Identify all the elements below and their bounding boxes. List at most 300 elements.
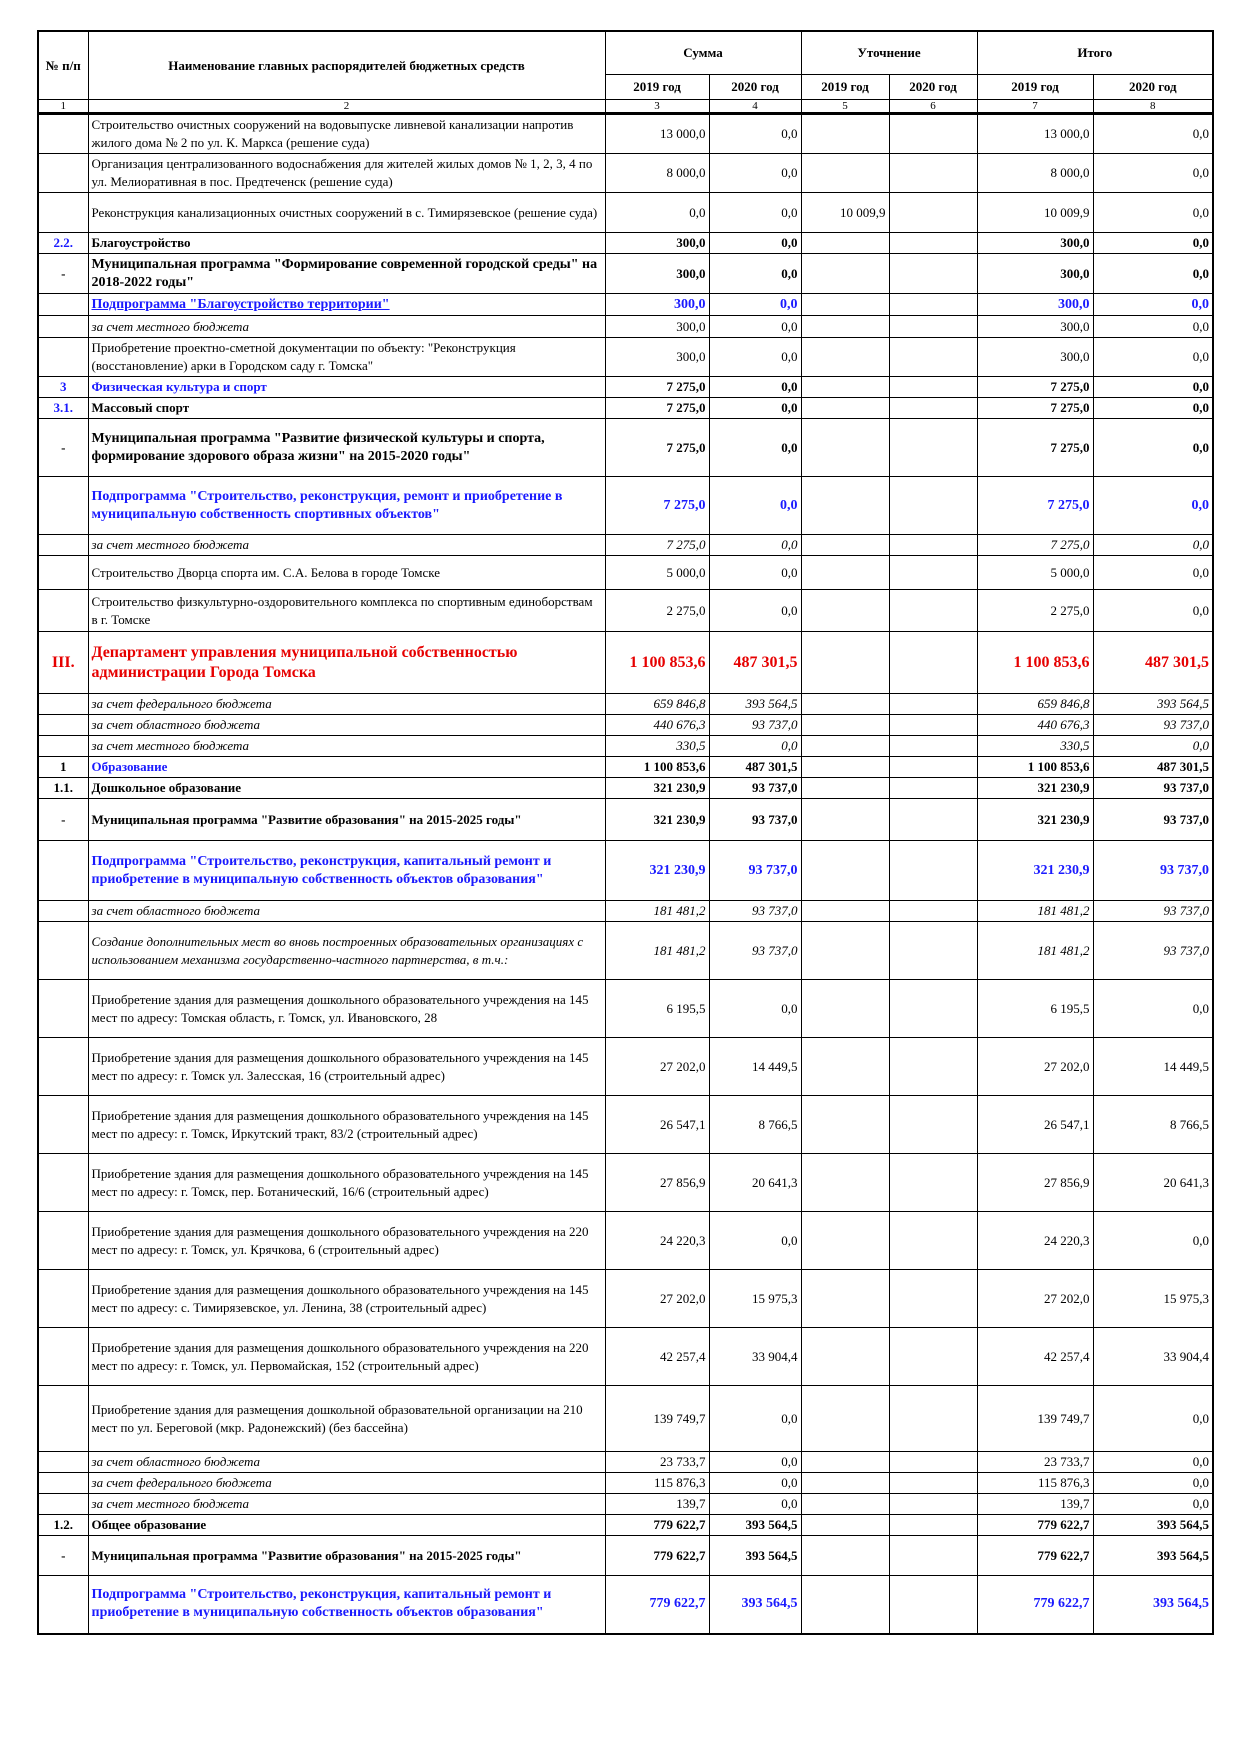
row-value: 300,0 — [977, 294, 1093, 316]
table-row — [38, 377, 1213, 398]
row-name: Приобретение здания для размещения дошкольного образовательного учреждения на 145 мест по адресу: г. Томск, пер. Ботанический, 16/6 (строительный адрес) — [88, 1154, 605, 1212]
row-value — [889, 338, 977, 377]
row-value — [889, 316, 977, 338]
row-value: 779 622,7 — [605, 1515, 709, 1536]
table-row — [38, 841, 1213, 901]
row-value: 10 009,9 — [801, 193, 889, 233]
row-value: 659 846,8 — [977, 694, 1093, 715]
header-year: 2019 год — [605, 75, 709, 100]
row-number — [38, 1494, 88, 1515]
table-row — [38, 1452, 1213, 1473]
table-row — [38, 535, 1213, 556]
row-value — [801, 1536, 889, 1576]
row-value: 7 275,0 — [977, 419, 1093, 477]
row-value: 0,0 — [1093, 1452, 1213, 1473]
row-value — [801, 1576, 889, 1634]
row-number — [38, 1154, 88, 1212]
row-value — [801, 922, 889, 980]
column-number-row — [38, 100, 1213, 114]
row-value: 300,0 — [605, 233, 709, 254]
row-number — [38, 715, 88, 736]
row-value: 393 564,5 — [709, 694, 801, 715]
row-value: 0,0 — [1093, 398, 1213, 419]
row-number: - — [38, 419, 88, 477]
row-number — [38, 193, 88, 233]
row-name: за счет областного бюджета — [88, 901, 605, 922]
table-row — [38, 254, 1213, 294]
row-value: 393 564,5 — [1093, 694, 1213, 715]
row-number — [38, 477, 88, 535]
row-number: 2.2. — [38, 233, 88, 254]
row-value: 0,0 — [709, 1212, 801, 1270]
table-row — [38, 1154, 1213, 1212]
row-value — [801, 778, 889, 799]
row-number — [38, 694, 88, 715]
row-value: 181 481,2 — [605, 901, 709, 922]
row-value: 27 202,0 — [605, 1038, 709, 1096]
row-value: 0,0 — [1093, 419, 1213, 477]
table-row — [38, 1576, 1213, 1634]
column-number: 6 — [889, 100, 977, 114]
row-value — [889, 736, 977, 757]
table-row — [38, 1096, 1213, 1154]
row-value — [801, 1096, 889, 1154]
row-value: 300,0 — [977, 233, 1093, 254]
row-value: 0,0 — [1093, 316, 1213, 338]
table-row — [38, 1038, 1213, 1096]
table-row — [38, 294, 1213, 316]
row-value: 321 230,9 — [977, 778, 1093, 799]
row-value: 779 622,7 — [605, 1536, 709, 1576]
row-value — [889, 1212, 977, 1270]
row-value — [801, 398, 889, 419]
table-row — [38, 477, 1213, 535]
row-number: - — [38, 1536, 88, 1576]
row-value: 6 195,5 — [977, 980, 1093, 1038]
row-value: 0,0 — [709, 377, 801, 398]
row-name: Муниципальная программа "Формирование современной городской среды" на 2018-2022 годы" — [88, 254, 605, 294]
column-number: 2 — [88, 100, 605, 114]
row-value: 93 737,0 — [1093, 778, 1213, 799]
row-name: Дошкольное образование — [88, 778, 605, 799]
table-row — [38, 901, 1213, 922]
row-number — [38, 1270, 88, 1328]
row-name: Строительство физкультурно-оздоровительного комплекса по спортивным единоборствам в г. Томске — [88, 590, 605, 632]
row-value — [801, 377, 889, 398]
row-value: 321 230,9 — [605, 799, 709, 841]
row-number: 1.2. — [38, 1515, 88, 1536]
row-name: Муниципальная программа "Развитие физической культуры и спорта, формирование здорового образа жизни" на 2015-2020 годы" — [88, 419, 605, 477]
row-value: 300,0 — [605, 316, 709, 338]
row-value: 0,0 — [1093, 294, 1213, 316]
row-value: 0,0 — [709, 1452, 801, 1473]
table-row — [38, 1494, 1213, 1515]
row-value — [801, 316, 889, 338]
row-value — [801, 901, 889, 922]
row-value: 330,5 — [605, 736, 709, 757]
row-value: 93 737,0 — [1093, 715, 1213, 736]
row-value: 23 733,7 — [605, 1452, 709, 1473]
table-row — [38, 316, 1213, 338]
row-name: Благоустройство — [88, 233, 605, 254]
row-value: 93 737,0 — [1093, 841, 1213, 901]
row-value — [801, 590, 889, 632]
row-value: 440 676,3 — [605, 715, 709, 736]
row-value: 93 737,0 — [1093, 922, 1213, 980]
row-value: 487 301,5 — [1093, 757, 1213, 778]
row-value — [801, 1515, 889, 1536]
row-value: 0,0 — [709, 254, 801, 294]
row-number — [38, 736, 88, 757]
row-value: 321 230,9 — [977, 841, 1093, 901]
table-row — [38, 922, 1213, 980]
row-name: Подпрограмма "Строительство, реконструкция, капитальный ремонт и приобретение в муниципальную собственность объектов образования" — [88, 841, 605, 901]
row-value — [801, 980, 889, 1038]
column-number: 8 — [1093, 100, 1213, 114]
header-year: 2020 год — [889, 75, 977, 100]
row-value — [801, 841, 889, 901]
row-name: за счет местного бюджета — [88, 316, 605, 338]
row-value: 0,0 — [709, 1494, 801, 1515]
row-name: Подпрограмма "Строительство, реконструкция, капитальный ремонт и приобретение в муниципальную собственность объектов образования" — [88, 1576, 605, 1634]
row-name: Муниципальная программа "Развитие образования" на 2015-2025 годы" — [88, 1536, 605, 1576]
row-value — [801, 1473, 889, 1494]
row-value: 139,7 — [977, 1494, 1093, 1515]
row-value: 20 641,3 — [709, 1154, 801, 1212]
row-number — [38, 154, 88, 193]
row-name: Подпрограмма "Строительство, реконструкция, ремонт и приобретение в муниципальную собственность спортивных объектов" — [88, 477, 605, 535]
row-value: 93 737,0 — [1093, 799, 1213, 841]
row-value: 139,7 — [605, 1494, 709, 1515]
row-value: 0,0 — [1093, 556, 1213, 590]
row-number — [38, 1452, 88, 1473]
row-value: 93 737,0 — [709, 799, 801, 841]
row-value: 27 856,9 — [977, 1154, 1093, 1212]
row-number — [38, 338, 88, 377]
row-value — [889, 1096, 977, 1154]
table-row — [38, 419, 1213, 477]
row-value: 7 275,0 — [977, 398, 1093, 419]
row-number — [38, 1212, 88, 1270]
row-value — [801, 1452, 889, 1473]
row-value: 393 564,5 — [709, 1576, 801, 1634]
row-value: 0,0 — [1093, 535, 1213, 556]
row-value — [889, 778, 977, 799]
row-value — [889, 154, 977, 193]
row-value — [889, 1473, 977, 1494]
row-value: 300,0 — [977, 254, 1093, 294]
row-value: 33 904,4 — [1093, 1328, 1213, 1386]
row-value: 5 000,0 — [977, 556, 1093, 590]
row-value: 0,0 — [709, 233, 801, 254]
table-row — [38, 233, 1213, 254]
row-value: 300,0 — [977, 316, 1093, 338]
table-row — [38, 590, 1213, 632]
table-row — [38, 1270, 1213, 1328]
row-value: 393 564,5 — [1093, 1576, 1213, 1634]
row-number — [38, 316, 88, 338]
row-value: 2 275,0 — [605, 590, 709, 632]
row-value — [801, 535, 889, 556]
header-sum: Сумма — [605, 31, 801, 75]
row-value: 330,5 — [977, 736, 1093, 757]
header-num: № п/п — [38, 31, 88, 100]
row-value: 20 641,3 — [1093, 1154, 1213, 1212]
row-value: 393 564,5 — [709, 1536, 801, 1576]
row-value — [801, 632, 889, 694]
row-value: 0,0 — [709, 590, 801, 632]
row-number: 1.1. — [38, 778, 88, 799]
row-value: 0,0 — [709, 535, 801, 556]
row-value — [801, 1154, 889, 1212]
row-value — [889, 254, 977, 294]
row-value: 23 733,7 — [977, 1452, 1093, 1473]
row-value — [889, 1494, 977, 1515]
row-name: за счет областного бюджета — [88, 1452, 605, 1473]
row-value — [801, 1212, 889, 1270]
row-value: 779 622,7 — [977, 1515, 1093, 1536]
row-value — [801, 419, 889, 477]
row-value — [801, 799, 889, 841]
row-value: 14 449,5 — [709, 1038, 801, 1096]
budget-table — [37, 30, 1214, 1635]
row-name: Реконструкция канализационных очистных сооружений в с. Тимирязевское (решение суда) — [88, 193, 605, 233]
row-value: 0,0 — [1093, 590, 1213, 632]
row-number — [38, 841, 88, 901]
header-total: Итого — [977, 31, 1213, 75]
row-name: Приобретение здания для размещения дошкольного образовательного учреждения на 220 мест по адресу: г. Томск, ул. Первомайская, 152 (строительный адрес) — [88, 1328, 605, 1386]
row-value — [889, 1038, 977, 1096]
row-value: 7 275,0 — [605, 477, 709, 535]
row-name: Приобретение здания для размещения дошкольного образовательного учреждения на 145 мест по адресу: Томская область, г. Томск, ул. Ивановского, 28 — [88, 980, 605, 1038]
row-value — [801, 477, 889, 535]
row-value: 42 257,4 — [977, 1328, 1093, 1386]
table-row — [38, 114, 1213, 154]
row-value — [889, 1452, 977, 1473]
row-name: за счет федерального бюджета — [88, 694, 605, 715]
table-row — [38, 338, 1213, 377]
row-value: 300,0 — [605, 338, 709, 377]
row-value: 33 904,4 — [709, 1328, 801, 1386]
row-value — [801, 1328, 889, 1386]
row-value: 13 000,0 — [977, 114, 1093, 154]
row-value — [889, 1270, 977, 1328]
row-number — [38, 901, 88, 922]
row-value: 0,0 — [709, 477, 801, 535]
row-value — [889, 477, 977, 535]
row-value — [801, 154, 889, 193]
row-value: 0,0 — [1093, 1473, 1213, 1494]
row-value: 27 202,0 — [605, 1270, 709, 1328]
row-number — [38, 1576, 88, 1634]
row-value: 7 275,0 — [605, 398, 709, 419]
row-number: - — [38, 799, 88, 841]
row-value — [801, 1494, 889, 1515]
row-value: 300,0 — [605, 294, 709, 316]
row-value — [801, 556, 889, 590]
row-name: за счет местного бюджета — [88, 736, 605, 757]
column-number: 1 — [38, 100, 88, 114]
row-value — [889, 419, 977, 477]
row-name: Массовый спорт — [88, 398, 605, 419]
row-value — [889, 1154, 977, 1212]
row-number — [38, 1328, 88, 1386]
row-name: Приобретение здания для размещения дошкольной образовательной организации на 210 мест по ул. Береговой (мкр. Радонежский) (без бассейна) — [88, 1386, 605, 1452]
row-value: 7 275,0 — [605, 535, 709, 556]
header-year: 2019 год — [801, 75, 889, 100]
row-value: 321 230,9 — [605, 778, 709, 799]
row-value: 393 564,5 — [709, 1515, 801, 1536]
row-value — [889, 980, 977, 1038]
table-row — [38, 1515, 1213, 1536]
row-value — [801, 736, 889, 757]
row-value: 0,0 — [709, 398, 801, 419]
row-value: 24 220,3 — [977, 1212, 1093, 1270]
row-value: 1 100 853,6 — [977, 757, 1093, 778]
row-value: 26 547,1 — [977, 1096, 1093, 1154]
row-value: 487 301,5 — [1093, 632, 1213, 694]
row-value: 0,0 — [709, 1386, 801, 1452]
row-value: 0,0 — [1093, 154, 1213, 193]
row-name: за счет федерального бюджета — [88, 1473, 605, 1494]
row-number — [38, 590, 88, 632]
table-row — [38, 556, 1213, 590]
row-value: 0,0 — [1093, 377, 1213, 398]
row-value — [889, 294, 977, 316]
header-name: Наименование главных распорядителей бюджетных средств — [88, 31, 605, 100]
row-value: 139 749,7 — [605, 1386, 709, 1452]
table-row — [38, 154, 1213, 193]
column-number: 3 — [605, 100, 709, 114]
row-value — [801, 233, 889, 254]
row-name: Образование — [88, 757, 605, 778]
row-value: 1 100 853,6 — [605, 632, 709, 694]
row-value: 0,0 — [1093, 254, 1213, 294]
table-row — [38, 757, 1213, 778]
row-value: 27 202,0 — [977, 1270, 1093, 1328]
row-number: 3.1. — [38, 398, 88, 419]
row-number — [38, 980, 88, 1038]
row-value: 0,0 — [709, 294, 801, 316]
row-value — [801, 1386, 889, 1452]
row-value: 0,0 — [709, 736, 801, 757]
row-number: 1 — [38, 757, 88, 778]
row-value — [889, 1386, 977, 1452]
table-row — [38, 1473, 1213, 1494]
row-name: за счет областного бюджета — [88, 715, 605, 736]
row-value — [889, 632, 977, 694]
row-name: за счет местного бюджета — [88, 1494, 605, 1515]
row-name: Организация централизованного водоснабжения для жителей жилых домов № 1, 2, 3, 4 по ул. Мелиоративная в пос. Предтеченск (решение суда) — [88, 154, 605, 193]
row-value: 93 737,0 — [709, 778, 801, 799]
row-number — [38, 1473, 88, 1494]
header-year: 2020 год — [1093, 75, 1213, 100]
row-number — [38, 1096, 88, 1154]
row-value: 42 257,4 — [605, 1328, 709, 1386]
row-value — [889, 1536, 977, 1576]
row-value: 0,0 — [709, 556, 801, 590]
row-name: Муниципальная программа "Развитие образования" на 2015-2025 годы" — [88, 799, 605, 841]
row-number: - — [38, 254, 88, 294]
row-value: 0,0 — [709, 193, 801, 233]
row-value — [801, 254, 889, 294]
row-value: 5 000,0 — [605, 556, 709, 590]
row-value — [889, 799, 977, 841]
row-value — [889, 694, 977, 715]
row-value: 0,0 — [605, 193, 709, 233]
row-name: Приобретение здания для размещения дошкольного образовательного учреждения на 145 мест по адресу: г. Томск, Иркутский тракт, 83/2 (строительный адрес) — [88, 1096, 605, 1154]
row-number — [38, 535, 88, 556]
row-value: 181 481,2 — [977, 901, 1093, 922]
table-row — [38, 193, 1213, 233]
row-value: 26 547,1 — [605, 1096, 709, 1154]
row-value: 93 737,0 — [709, 922, 801, 980]
row-value: 14 449,5 — [1093, 1038, 1213, 1096]
row-value: 24 220,3 — [605, 1212, 709, 1270]
row-value: 93 737,0 — [709, 901, 801, 922]
row-value: 0,0 — [709, 419, 801, 477]
row-value: 779 622,7 — [977, 1536, 1093, 1576]
row-value: 0,0 — [1093, 980, 1213, 1038]
row-value — [889, 922, 977, 980]
table-header — [38, 31, 1213, 114]
row-value — [889, 1328, 977, 1386]
row-number — [38, 1038, 88, 1096]
table-row — [38, 1536, 1213, 1576]
row-name: Строительство Дворца спорта им. С.А. Белова в городе Томске — [88, 556, 605, 590]
row-value: 8 766,5 — [1093, 1096, 1213, 1154]
row-value — [889, 1515, 977, 1536]
row-value: 0,0 — [1093, 233, 1213, 254]
row-value: 393 564,5 — [1093, 1515, 1213, 1536]
row-name: Физическая культура и спорт — [88, 377, 605, 398]
row-value: 181 481,2 — [605, 922, 709, 980]
header-clarify: Уточнение — [801, 31, 977, 75]
row-value: 93 737,0 — [1093, 901, 1213, 922]
row-value: 15 975,3 — [1093, 1270, 1213, 1328]
row-value — [889, 757, 977, 778]
row-value: 181 481,2 — [977, 922, 1093, 980]
row-value: 0,0 — [1093, 338, 1213, 377]
row-name: Приобретение здания для размещения дошкольного образовательного учреждения на 220 мест по адресу: г. Томск, ул. Крячкова, 6 (строительный адрес) — [88, 1212, 605, 1270]
row-value: 115 876,3 — [605, 1473, 709, 1494]
row-value: 487 301,5 — [709, 632, 801, 694]
row-value: 393 564,5 — [1093, 1536, 1213, 1576]
row-value: 321 230,9 — [977, 799, 1093, 841]
row-name: Строительство очистных сооружений на водовыпуске ливневой канализации напротив жилого дома № 2 по ул. К. Маркса (решение суда) — [88, 114, 605, 154]
row-value — [889, 1576, 977, 1634]
row-value: 2 275,0 — [977, 590, 1093, 632]
row-value: 0,0 — [1093, 1386, 1213, 1452]
row-value: 27 856,9 — [605, 1154, 709, 1212]
row-number — [38, 1386, 88, 1452]
row-value: 7 275,0 — [977, 535, 1093, 556]
row-value: 0,0 — [709, 338, 801, 377]
table-row — [38, 398, 1213, 419]
row-number: III. — [38, 632, 88, 694]
row-value: 0,0 — [1093, 736, 1213, 757]
row-value: 0,0 — [1093, 1494, 1213, 1515]
row-value: 13 000,0 — [605, 114, 709, 154]
row-value — [889, 556, 977, 590]
row-value: 440 676,3 — [977, 715, 1093, 736]
row-number: 3 — [38, 377, 88, 398]
table-row — [38, 715, 1213, 736]
row-value — [801, 694, 889, 715]
row-value — [801, 338, 889, 377]
row-value: 487 301,5 — [709, 757, 801, 778]
row-value: 321 230,9 — [605, 841, 709, 901]
